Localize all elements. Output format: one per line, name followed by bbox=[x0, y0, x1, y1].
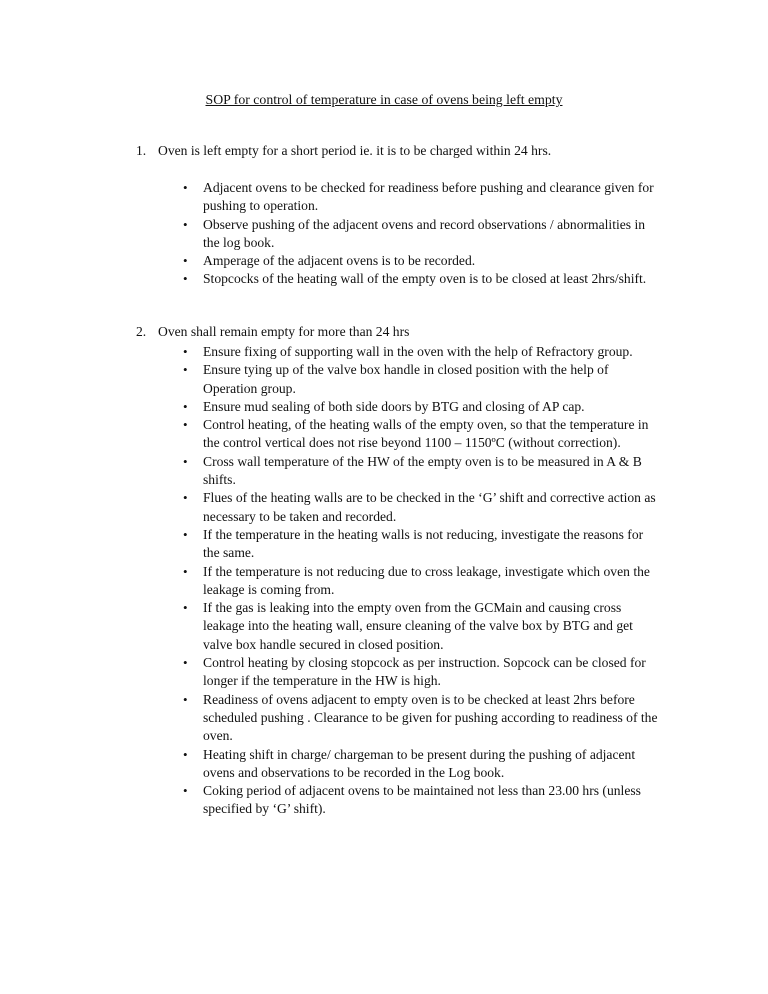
document-title: SOP for control of temperature in case of ovens being left empty bbox=[205, 92, 563, 107]
list-item bbox=[183, 526, 663, 563]
bullet-icon: • bbox=[183, 253, 188, 269]
section-number: 1. bbox=[136, 143, 147, 158]
bullet-text: Heating shift in charge/ chargeman to be present during the pushing of adjacent ovens and observations to be recorded in the Log book. bbox=[203, 746, 636, 780]
bullet-text: Flues of the heating walls are to be checked in the ‘G’ shift and corrective action as necessary to be taken and recorded. bbox=[203, 490, 656, 524]
bullet-text: Ensure mud sealing of both side doors by BTG and closing of AP cap. bbox=[203, 398, 585, 414]
list-item bbox=[183, 416, 663, 453]
bullet-text: If the temperature is not reducing due to cross leakage, investigate which oven the leakage is coming from. bbox=[203, 563, 650, 597]
list-item bbox=[183, 179, 663, 216]
bullet-icon: • bbox=[183, 271, 188, 287]
list-item bbox=[183, 489, 663, 526]
bullet-text: Amperage of the adjacent ovens is to be recorded. bbox=[203, 253, 476, 269]
bullet-text: Ensure tying up of the valve box handle in closed position with the help of Operation group. bbox=[203, 362, 609, 396]
bullet-text: Coking period of adjacent ovens to be maintained not less than 23.00 hrs (unless specified by ‘G’ shift). bbox=[203, 783, 641, 817]
bullet-text: Control heating, of the heating walls of the empty oven, so that the temperature in the control vertical does not rise beyond 1100 – 1150ºC (without correction). bbox=[203, 417, 649, 451]
list-item bbox=[183, 746, 663, 783]
bullet-icon: • bbox=[183, 453, 188, 469]
list-item bbox=[183, 691, 663, 746]
bullet-icon: • bbox=[183, 490, 188, 506]
list-item bbox=[183, 782, 663, 819]
bullet-text: Adjacent ovens to be checked for readiness before pushing and clearance given for pushing to operation. bbox=[203, 180, 654, 214]
bullet-list bbox=[183, 343, 663, 819]
list-item bbox=[183, 599, 663, 654]
list-item bbox=[183, 398, 663, 416]
bullet-icon: • bbox=[183, 526, 188, 542]
bullet-icon: • bbox=[183, 746, 188, 762]
bullet-text: Readiness of ovens adjacent to empty oven is to be checked at least 2hrs before scheduled pushing . Clearance to be given for pushing according to readiness of the oven. bbox=[203, 691, 658, 744]
bullet-text: If the temperature in the heating walls is not reducing, investigate the reasons for the same. bbox=[203, 526, 644, 561]
section-heading-text: Oven shall remain empty for more than 24 hrs bbox=[158, 324, 410, 339]
list-item bbox=[183, 252, 663, 270]
bullet-text: Observe pushing of the adjacent ovens and record observations / abnormalities in the log book. bbox=[203, 216, 646, 250]
bullet-icon: • bbox=[183, 362, 188, 378]
section-number: 2. bbox=[136, 324, 147, 339]
bullet-text: Ensure fixing of supporting wall in the oven with the help of Refractory group. bbox=[203, 344, 633, 359]
bullet-icon: • bbox=[183, 344, 188, 359]
bullet-list bbox=[183, 179, 663, 289]
bullet-icon: • bbox=[183, 600, 188, 616]
bullet-icon: • bbox=[183, 691, 188, 707]
list-item bbox=[183, 343, 663, 361]
section-heading bbox=[136, 323, 656, 341]
bullet-text: Stopcocks of the heating wall of the empty oven is to be closed at least 2hrs/shift. bbox=[203, 271, 647, 287]
section-2 bbox=[136, 323, 658, 817]
section-heading-text: Oven is left empty for a short period ie. it is to be charged within 24 hrs. bbox=[158, 143, 552, 158]
section-1 bbox=[136, 142, 656, 287]
bullet-text: Cross wall temperature of the HW of the empty oven is to be measured in A & B shifts. bbox=[203, 453, 642, 488]
list-item bbox=[183, 216, 663, 253]
bullet-text: Control heating by closing stopcock as per instruction. Sopcock can be closed for longer if the temperature in the HW is high. bbox=[203, 655, 646, 689]
list-item bbox=[183, 453, 663, 490]
list-item bbox=[183, 361, 663, 398]
bullet-icon: • bbox=[183, 216, 188, 232]
bullet-icon: • bbox=[183, 180, 188, 195]
section-heading bbox=[136, 142, 656, 160]
bullet-icon: • bbox=[183, 417, 188, 433]
bullet-icon: • bbox=[183, 398, 188, 414]
bullet-icon: • bbox=[183, 655, 188, 671]
list-item bbox=[183, 654, 663, 691]
bullet-text: If the gas is leaking into the empty oven from the GCMain and causing cross leakage into the heating wall, ensure cleaning of the valve box by BTG and get valve box handle secured in closed position. bbox=[203, 600, 633, 652]
bullet-icon: • bbox=[183, 563, 188, 579]
list-item bbox=[183, 563, 663, 600]
list-item bbox=[183, 270, 663, 288]
bullet-icon: • bbox=[183, 783, 188, 799]
